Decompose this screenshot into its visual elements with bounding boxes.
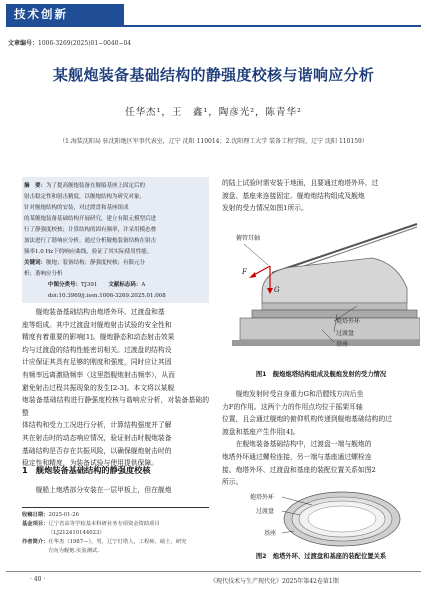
- journal-name: 《现代技术与生产现代化》2025年第42卷第1期: [210, 578, 339, 585]
- abstract-line: 针对舰炮结构的安装，对过渡盘和基座组成: [24, 205, 129, 211]
- label-muzzle: 俯管耳轴: [236, 235, 261, 242]
- body-line: 力F的作用。这两个力的作用点均位于摇架耳轴: [222, 402, 363, 411]
- footnote: [22, 511, 212, 556]
- body-line: 炮塔外环通过螺栓连接，另一端与基座通过螺栓连: [222, 452, 372, 461]
- body-line: 位置，且会通过舰炮的俯仰机构传递到舰炮基础结构的过: [222, 415, 392, 424]
- label-turret-ring: 炮塔外环: [336, 318, 361, 325]
- ground: [232, 340, 420, 346]
- section-heading-1: 1 舰炮装备基础结构的静强度校核: [22, 465, 151, 475]
- affiliation: （1.海装沈阳局 驻沈阳地区军事代表室，辽宁 沈阳 110014；2.沈阳理工大学 装备工程学院，辽宁 沈阳 110159）: [59, 138, 368, 145]
- body-line: 舰炮发射时受自身重力G和沿膛线方向后坐: [222, 390, 364, 398]
- footnote-rule: [22, 507, 209, 508]
- fund: 基金项目：辽宁省高等学校基本科研业务专项资金资助项目: [22, 521, 160, 527]
- body-right-mid: [222, 388, 420, 489]
- label-transition: 过渡盘: [336, 330, 355, 337]
- body-line: 其在射击时的动态响应情况，验证射击时舰炮装备: [22, 433, 172, 442]
- section1-text: 舰船上炮塔部分安装在一层甲板上，但在舰炮: [22, 486, 172, 494]
- body-line: 舰炮装备基础结构由炮塔外环、过渡盘和基: [22, 308, 165, 316]
- label-f: F: [242, 268, 247, 276]
- keywords-cont: 析；谐响应分析: [24, 271, 63, 277]
- abstract-line: 加法进行了谐响应分析。通过分析舰炮装备结构在射击: [24, 238, 157, 244]
- column-name: 技术创新: [14, 7, 68, 21]
- keywords: 关键词：舰炮；装备结构；静强度校核；有限元分: [24, 260, 146, 266]
- authors: 任华杰¹，王 鑫¹，陶彦光²，陈青华²: [125, 107, 302, 118]
- body-line: 体结构和受力工况进行分析，计算结构强度并了解: [22, 421, 172, 430]
- label-g: G: [274, 286, 280, 294]
- footer-rule: [6, 571, 421, 572]
- body-line: 渡盘、基座来连接固定。舰炮炮结构组成及舰炮: [222, 191, 365, 200]
- abstract-line: 行了静强度校核；计算结构的固有频率，并采用模态叠: [24, 227, 157, 233]
- abstract-line: 频率1.0 Hz下的响应曲线，验证了其实际使用性能。: [24, 249, 153, 255]
- leader-line: [244, 244, 268, 265]
- arrow-head: [249, 272, 256, 278]
- header-rule: [6, 25, 421, 27]
- label-base: 基座: [336, 341, 349, 348]
- label-transition: 过渡盘: [256, 508, 275, 515]
- body-line: 精度有着重要的影响[1]。舰炮静态和动态射击效果: [22, 333, 175, 342]
- body-line: 均与过渡盘的结构性能密切相关。过渡盘的结构设: [22, 345, 172, 354]
- author-bio: 作者简介：任华杰（1987—），男，辽宁灯塔人，工程师，硕士，研究: [22, 539, 187, 545]
- turret-shell: [262, 258, 407, 303]
- doi: doi:10.3969/j.issn.1006-3269.2025.01.008: [48, 293, 166, 299]
- abstract-line: 射击稳定性和射击精度，以舰炮结构为研究对象，: [24, 194, 146, 200]
- label-turret-ring: 炮塔外环: [250, 494, 275, 501]
- body-line: 避免射击过程共振现象的发生[2-3]。本文将以某舰: [22, 383, 175, 392]
- body-line: 计应保证其具有足够的刚度和强度，同时应让其固: [22, 358, 172, 367]
- body-line: 所示。: [222, 478, 243, 487]
- ring-hole: [308, 506, 376, 532]
- body-line: 基础结构是否存在共振风险，以确保舰炮射击时的: [22, 446, 172, 455]
- body-line: 有频率远离激励频率（这里指舰炮射击频率），从而: [22, 370, 175, 379]
- body-line: 座等组成。其中过渡盘对舰炮射击试验的安全性和: [22, 320, 172, 329]
- classification: 中图分类号：TJ391 文献标志码：A: [48, 282, 146, 288]
- figure-1-caption: 图1 舰炮炮塔结构组成及舰炮发射的受力情况: [255, 371, 387, 378]
- transition-disk: [252, 310, 417, 318]
- author-bio-cont: 方向为舰炮.实验测试.: [48, 548, 100, 554]
- body-line: 的陆上试验时需安装于地面，且要通过炮塔外环、过: [222, 179, 379, 187]
- turret-ring: [262, 303, 407, 310]
- fund-cont: （LJ212410144023）: [48, 530, 105, 536]
- body-line: 稳定性和精度，为装备试验与使用提供保障。: [22, 459, 158, 468]
- body-line: 渡盘和基座产生作用[4]。: [222, 427, 300, 436]
- abstract: [24, 181, 207, 302]
- base: [240, 318, 420, 340]
- figure-1-diagram: [222, 218, 420, 363]
- body-line: 发射的受力情况如图1所示。: [222, 204, 308, 213]
- received-date: 收稿日期：2025-01-26: [22, 512, 80, 518]
- page-number: · 40 ·: [30, 576, 46, 583]
- body-left: [22, 306, 209, 470]
- label-base: 基座: [264, 530, 277, 537]
- abstract-line: 摘 要：为了提高舰炮装备在舰船基座上固定后的: [24, 183, 146, 189]
- figure-2-diagram: [222, 487, 420, 549]
- body-right-top: [222, 177, 420, 215]
- body-line: 炮装备基础结构进行静强度校核与谐响应分析，对装备基础的整: [22, 396, 209, 417]
- figure-2-caption: 图2 炮塔外环、过渡盘和基座的装配位置关系: [255, 553, 387, 560]
- article-number: 文章编号：1006-3269(2025)01−0040−04: [8, 40, 132, 47]
- paper-title: 某舰炮装备基础结构的静强度校核与谐响应分析: [52, 66, 375, 84]
- body-line: 接。炮塔外环、过渡盘和基座的装配位置关系如图2: [222, 465, 376, 474]
- abstract-line: 的某舰炮装备基础结构开展研究，建立有限元模型后进: [24, 216, 157, 222]
- body-line: 在舰炮装备基础结构中，过渡盘一端与舰炮的: [222, 440, 372, 449]
